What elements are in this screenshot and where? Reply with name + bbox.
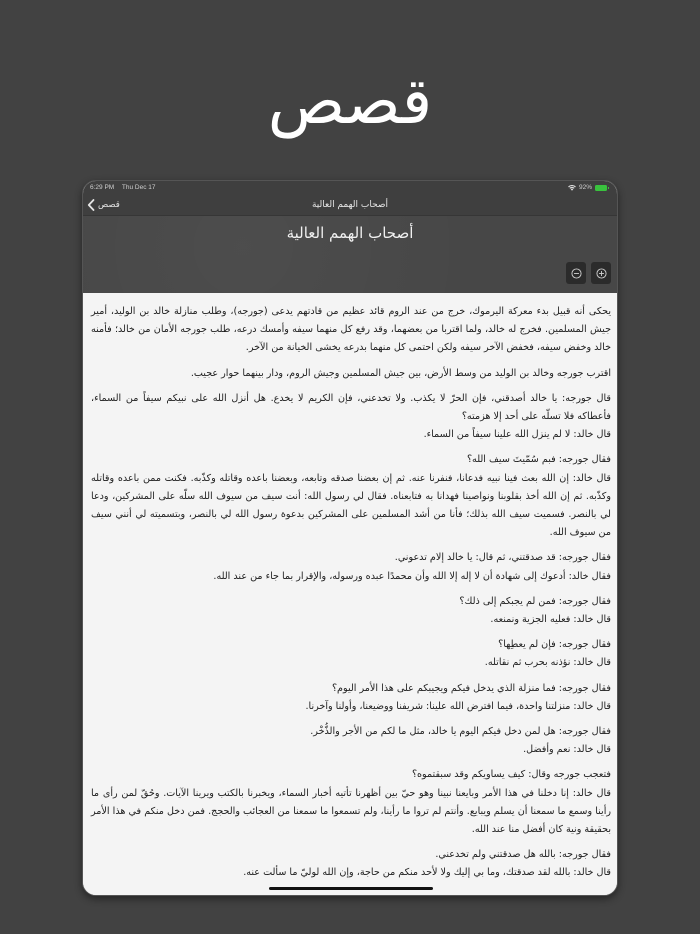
story-line: فقال جورجه: هل لمن دخل فيكم اليوم يا خالد، مثل ما لكم من الأجر والذُّخْر. [310, 726, 611, 738]
decrease-font-button[interactable] [566, 262, 586, 284]
story-line: قال خالد: نعم وأفضل. [523, 744, 611, 756]
story-line: فقال خالد: أدعوك إلى شهادة أن لا إله إلا الله وأن محمدًا عبده ورسوله، والإقرار بما جاء من عند الله. [213, 570, 611, 582]
paragraph [91, 549, 611, 585]
story-line: فقال جورجه: فإن لم يعطِها؟ [498, 639, 611, 651]
story-line: قال خالد: إن الله بعث فينا نبيه فدعانا، فنفرنا عنه. ثم إن بعضنا صدقه وتابعه، وبعضنا باعده وقاتله وكذّبه. فكنت ممن باعده وقاتله وكذّبه. ثم إن الله أخذ بقلوبنا ونواصينا فهدانا به فتابعناه. فقال لي رسول الله: أنت سيف من سيوف الله سلّه على المشركين، ودعا لي بالنصر. فسميت سيف الله بذلك؛ فأنا من أشد المسلمين على المشركين بدعوة رسول الله لي بالنصر، وبتسميته لي أنني سيف من سيوف الله. [91, 472, 611, 539]
battery-icon [595, 185, 607, 191]
back-label: قصص [98, 200, 120, 210]
wifi-icon [568, 185, 576, 191]
story-line: فقال جورجه: فما منزلة الذي يدخل فيكم ويجيبكم على هذا الأمر اليوم؟ [331, 682, 611, 694]
battery-percent: 92% [578, 184, 592, 191]
story-line: قال خالد: منزلتنا واحدة، فيما افترض الله علينا: شريفنا ووضيعنا، وأولنا وآخرنا. [305, 700, 611, 712]
paragraph [91, 390, 611, 445]
paragraph [91, 723, 611, 759]
device-screen [82, 180, 618, 896]
story-header [83, 216, 617, 293]
status-time: 6:29 PM [90, 184, 115, 191]
paragraph [91, 680, 611, 716]
chevron-left-icon [87, 199, 95, 211]
home-indicator[interactable] [269, 887, 433, 890]
story-line: قال خالد: بالله لقد صدقتك، وما بي إليك ولا لأحد منكم من حاجة، وإن الله لوليّ ما سألت عنه. [243, 867, 611, 879]
story-line: فقال جورجه: فمن لم يجبكم إلى ذلك؟ [459, 595, 611, 607]
paragraph [91, 593, 611, 629]
story-line: يحكى أنه قبيل بدء معركة اليرموك، خرج من عند الروم قائد عظيم من قادتهم يدعى (جورجه)، وطلب منازلة خالد بن الوليد، أمير جيش المسلمين. فخرج له خالد، ولما اقتربا من بعضهما، وقد رفع كل منهما سيفه وأمسك درعه، طلب جورجه الأمان من خالد؛ فأمنه خالد وخفض سيفه، فخفض الآخر سيفه ولكن احتمى كل منهما بدرعه يخشى الخيانة من الآخر. [91, 306, 611, 354]
story-content[interactable] [83, 293, 617, 895]
status-bar [83, 181, 617, 194]
story-line: فقال جورجه: قد صدقتني، ثم قال: يا خالد إلام تدعوني. [394, 552, 611, 564]
story-line: قال خالد: لا لم ينزل الله علينا سيفاً من السماء. [423, 429, 611, 441]
app-title: قصص [267, 65, 433, 139]
minus-circle-icon [571, 268, 582, 279]
story-line: قال خالد: إنا دخلنا في هذا الأمر وبايعنا نبينا وهو حيّ بين أظهرنا تأتيه أخبار السماء، ويخبرنا بالكتب ويرينا الآيات. وحُقّ لمن رأى ما رأينا وسمع ما سمعنا أن يسلم ويبايع. وأنتم لم تروا ما رأينا، ولم تسمعوا ما سمعنا من العجائب والحجج. فمن دخل منكم في هذا الأمر بحقيقة ونية كان أفضل منا عند الله. [91, 787, 611, 836]
story-line: اقترب جورجه وخالد بن الوليد من وسط الأرض، بين جيش المسلمين وجيش الروم، ودار بينهما حوار عجيب. [190, 367, 611, 379]
story-title: أصحاب الهمم العالية [286, 224, 414, 242]
paragraph [91, 766, 611, 839]
paragraph [91, 451, 611, 542]
paragraph [91, 636, 611, 672]
back-button[interactable] [87, 194, 120, 216]
story-line: قال خالد: فعليه الجزية ونمنعه. [490, 614, 611, 626]
font-size-controls [566, 262, 611, 284]
story-line: فتعجب جورجه وقال: كيف يساويكم وقد سبقتموه؟ [411, 769, 611, 781]
increase-font-button[interactable] [591, 262, 611, 284]
story-line: فقال جورجه: فبم سُمّيتَ سيف الله؟ [466, 454, 611, 466]
status-date: Thu Dec 17 [121, 184, 156, 191]
story-line: قال خالد: نؤذنه بحرب ثم نقاتله. [484, 657, 611, 669]
plus-circle-icon [596, 268, 607, 279]
navigation-bar [83, 194, 617, 216]
nav-title: أصحاب الهمم العالية [311, 200, 389, 210]
story-line: فقال جورجه: بالله هل صدقتني ولم تخدعني. [435, 849, 611, 861]
paragraph [91, 846, 611, 882]
paragraph [91, 303, 611, 358]
paragraph [91, 365, 611, 383]
story-line: قال جورجه: يا خالد أصدقني، فإن الحرّ لا يكذب. ولا تخدعني، فإن الكريم لا يخدع. هل أنزل الله على نبيكم سيفاً من السماء، فأعطاكه فلا تسلّه على أحد إلا هزمته؟ [91, 392, 611, 423]
